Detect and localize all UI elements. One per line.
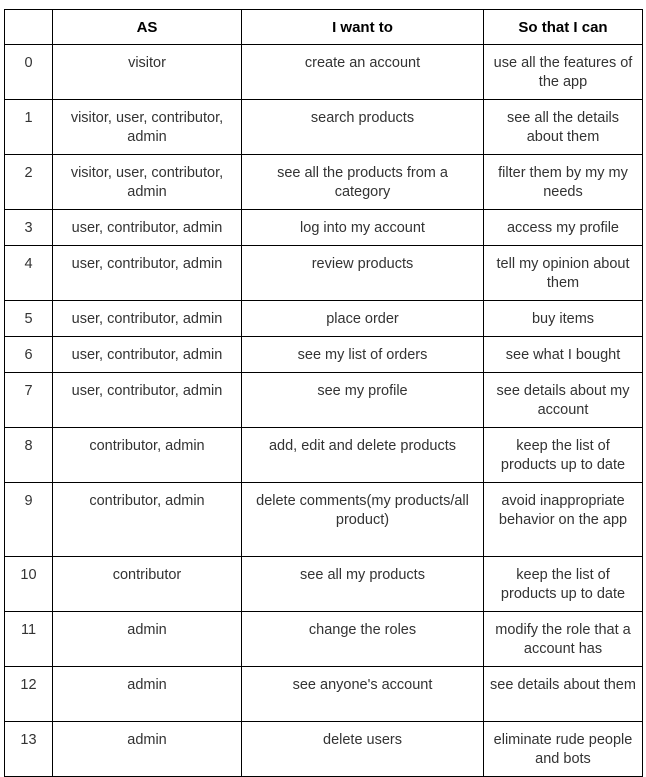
table-row: [5, 667, 643, 722]
cell-as: admin: [53, 722, 242, 777]
cell-want: place order: [242, 301, 484, 337]
cell-as: user, contributor, admin: [53, 301, 242, 337]
cell-so-that: see details about my account: [484, 373, 643, 428]
cell-want: see all my products: [242, 557, 484, 612]
table-row: [5, 155, 643, 210]
cell-index: 7: [5, 373, 53, 428]
cell-so-that: buy items: [484, 301, 643, 337]
cell-want: review products: [242, 246, 484, 301]
cell-want: delete comments(my products/all product): [242, 483, 484, 557]
header-i-want-to: I want to: [242, 10, 484, 45]
user-stories-table: [4, 9, 643, 777]
cell-so-that: access my profile: [484, 210, 643, 246]
cell-want: delete users: [242, 722, 484, 777]
table-row: [5, 301, 643, 337]
cell-so-that: avoid inappropriate behavior on the app: [484, 483, 643, 557]
cell-so-that: see what I bought: [484, 337, 643, 373]
cell-index: 5: [5, 301, 53, 337]
table-row: [5, 246, 643, 301]
cell-as: visitor, user, contributor, admin: [53, 155, 242, 210]
table-row: [5, 373, 643, 428]
cell-index: 2: [5, 155, 53, 210]
cell-so-that: eliminate rude people and bots: [484, 722, 643, 777]
cell-want: change the roles: [242, 612, 484, 667]
header-row: [5, 10, 643, 45]
cell-so-that: see all the details about them: [484, 100, 643, 155]
cell-index: 0: [5, 45, 53, 100]
cell-index: 4: [5, 246, 53, 301]
table-row: [5, 210, 643, 246]
cell-so-that: use all the features of the app: [484, 45, 643, 100]
cell-want: log into my account: [242, 210, 484, 246]
cell-want: search products: [242, 100, 484, 155]
cell-index: 10: [5, 557, 53, 612]
table-row: [5, 722, 643, 777]
cell-want: see anyone's account: [242, 667, 484, 722]
cell-as: contributor: [53, 557, 242, 612]
cell-so-that: modify the role that a account has: [484, 612, 643, 667]
table-row: [5, 100, 643, 155]
cell-index: 1: [5, 100, 53, 155]
cell-so-that: filter them by my my needs: [484, 155, 643, 210]
cell-as: user, contributor, admin: [53, 246, 242, 301]
cell-as: contributor, admin: [53, 428, 242, 483]
table-row: [5, 337, 643, 373]
cell-want: see my profile: [242, 373, 484, 428]
cell-index: 9: [5, 483, 53, 557]
header-so-that-i-can: So that I can: [484, 10, 643, 45]
cell-as: user, contributor, admin: [53, 210, 242, 246]
cell-index: 13: [5, 722, 53, 777]
cell-want: see my list of orders: [242, 337, 484, 373]
cell-want: see all the products from a category: [242, 155, 484, 210]
table-row: [5, 45, 643, 100]
cell-so-that: see details about them: [484, 667, 643, 722]
cell-as: visitor, user, contributor, admin: [53, 100, 242, 155]
cell-index: 6: [5, 337, 53, 373]
cell-as: admin: [53, 612, 242, 667]
table-row: [5, 612, 643, 667]
cell-as: user, contributor, admin: [53, 373, 242, 428]
cell-index: 8: [5, 428, 53, 483]
table-row: [5, 428, 643, 483]
cell-want: create an account: [242, 45, 484, 100]
cell-want: add, edit and delete products: [242, 428, 484, 483]
cell-as: user, contributor, admin: [53, 337, 242, 373]
cell-so-that: keep the list of products up to date: [484, 428, 643, 483]
cell-as: admin: [53, 667, 242, 722]
cell-index: 3: [5, 210, 53, 246]
header-index: [5, 10, 53, 45]
cell-so-that: tell my opinion about them: [484, 246, 643, 301]
cell-as: contributor, admin: [53, 483, 242, 557]
table-row: [5, 483, 643, 557]
table-row: [5, 557, 643, 612]
cell-as: visitor: [53, 45, 242, 100]
cell-index: 12: [5, 667, 53, 722]
header-as: AS: [53, 10, 242, 45]
cell-index: 11: [5, 612, 53, 667]
cell-so-that: keep the list of products up to date: [484, 557, 643, 612]
